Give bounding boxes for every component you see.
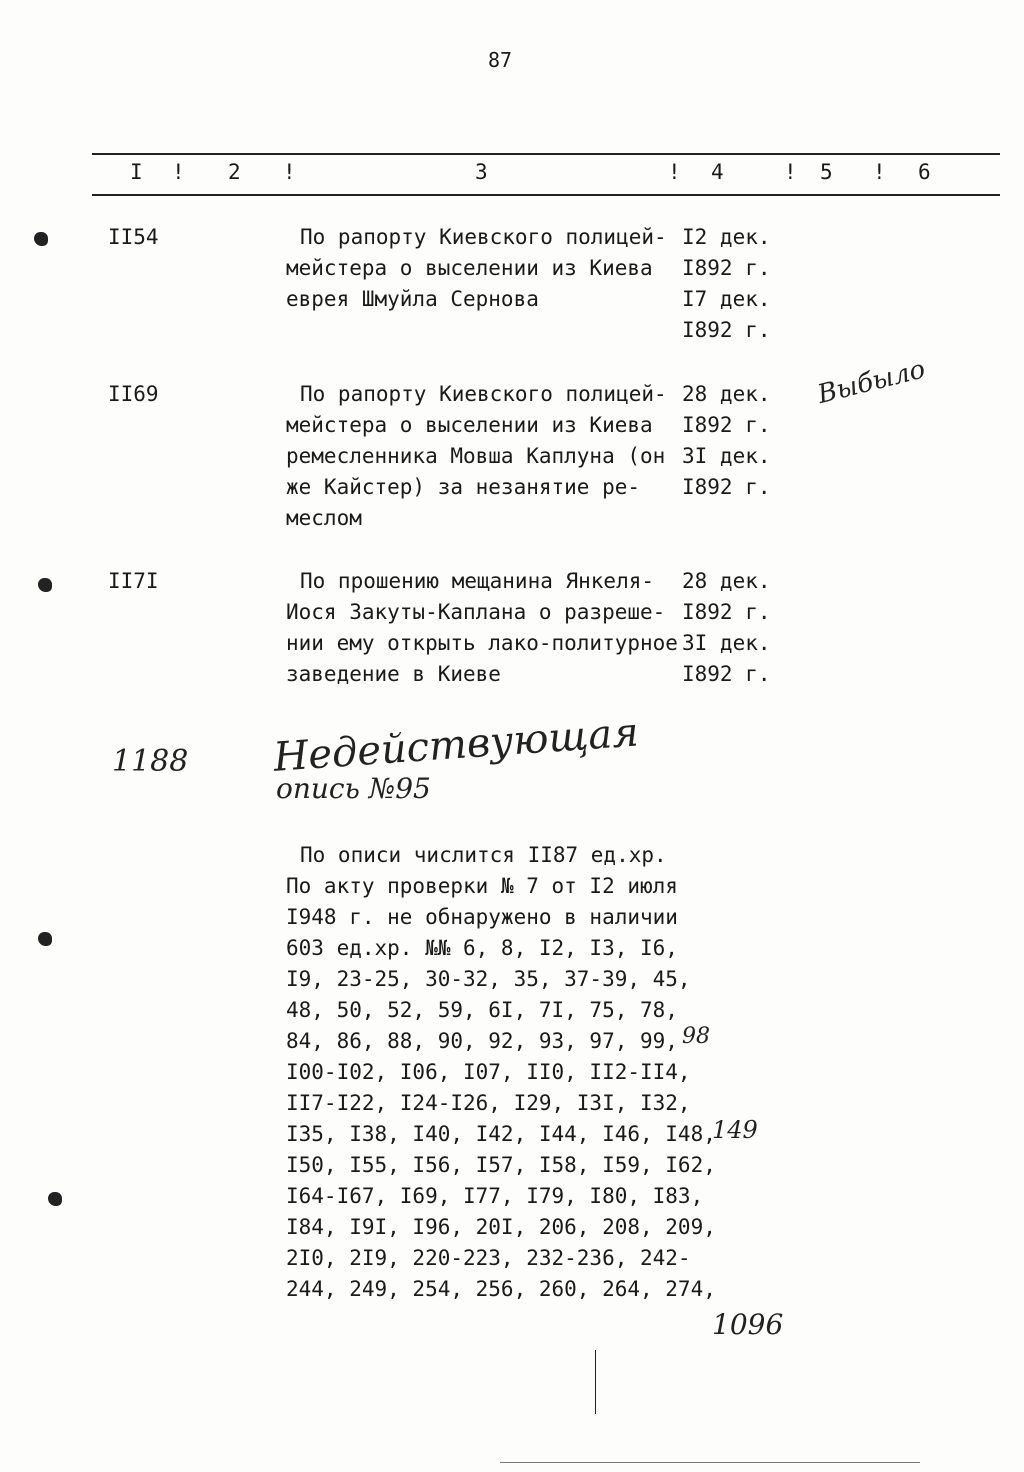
- margin-line: [595, 1350, 596, 1414]
- header-col-3: 3: [475, 160, 488, 184]
- description-line: ремесленника Мовша Каплуна (он: [286, 444, 666, 468]
- description-line: мейстера о выселении из Киева: [286, 256, 653, 280]
- description-line: же Кайстер) за незанятие ре-: [286, 475, 641, 499]
- summary-line: 244, 249, 254, 256, 260, 264, 274,: [286, 1277, 716, 1301]
- date-line: 3I дек.: [682, 631, 771, 655]
- description-line: По рапорту Киевского полицей-: [300, 382, 667, 406]
- date-line: I892 г.: [682, 600, 771, 624]
- date-line: I7 дек.: [682, 287, 771, 311]
- summary-line: По описи числится II87 ед.хр.: [300, 843, 667, 867]
- bottom-edge-line: [500, 1462, 920, 1463]
- summary-line: I35, I38, I40, I42, I44, I46, I48,: [286, 1122, 716, 1146]
- handwritten-total: 1096: [712, 1308, 784, 1341]
- summary-line: 603 ед.хр. №№ 6, 8, I2, I3, I6,: [286, 936, 678, 960]
- handwritten-number: 1188: [112, 744, 189, 779]
- date-line: I892 г.: [682, 475, 771, 499]
- record-id: II7I: [108, 569, 159, 593]
- header-col-2: 2: [228, 160, 241, 184]
- date-line: I892 г.: [682, 413, 771, 437]
- description-line: По рапорту Киевского полицей-: [300, 225, 667, 249]
- date-line: I892 г.: [682, 662, 771, 686]
- summary-line: I00-I02, I06, I07, II0, II2-II4,: [286, 1060, 691, 1084]
- summary-line: 48, 50, 52, 59, 6I, 7I, 75, 78,: [286, 998, 678, 1022]
- handwritten-title: Недействующая: [272, 709, 641, 781]
- summary-line: I50, I55, I56, I57, I58, I59, I62,: [286, 1153, 716, 1177]
- header-col-4: 4: [711, 160, 724, 184]
- summary-line: II7-I22, I24-I26, I29, I3I, I32,: [286, 1091, 691, 1115]
- header-separator: !: [873, 160, 886, 184]
- header-separator: !: [283, 160, 296, 184]
- description-line: еврея Шмуйла Сернова: [286, 287, 539, 311]
- table-header-rule-top: [92, 153, 1000, 155]
- handwritten-extra-149: 149: [712, 1116, 758, 1144]
- punch-hole-mark: [48, 1192, 62, 1206]
- header-col-6: 6: [918, 160, 931, 184]
- punch-hole-mark: [34, 232, 48, 246]
- date-line: I892 г.: [682, 318, 771, 342]
- summary-line: 2I0, 2I9, 220-223, 232-236, 242-: [286, 1246, 691, 1270]
- summary-line: I64-I67, I69, I77, I79, I80, I83,: [286, 1184, 704, 1208]
- summary-line: I9, 23-25, 30-32, 35, 37-39, 45,: [286, 967, 691, 991]
- header-separator: !: [784, 160, 797, 184]
- date-line: I2 дек.: [682, 225, 771, 249]
- date-line: 28 дек.: [682, 382, 771, 406]
- date-line: I892 г.: [682, 256, 771, 280]
- punch-hole-mark: [38, 932, 52, 946]
- punch-hole-mark: [38, 578, 52, 592]
- description-line: По прошению мещанина Янкеля-: [300, 569, 655, 593]
- summary-line: I84, I9I, I96, 20I, 206, 208, 209,: [286, 1215, 716, 1239]
- description-line: Иося Закуты-Каплана о разреше-: [286, 600, 666, 624]
- description-line: нии ему открыть лако-политурное: [286, 631, 678, 655]
- header-col-5: 5: [820, 160, 833, 184]
- handwritten-note-vybylo: Выбыло: [814, 354, 929, 410]
- table-header-rule-bottom: [92, 194, 1000, 196]
- record-id: II54: [108, 225, 159, 249]
- handwritten-subtitle: опись №95: [276, 772, 431, 805]
- summary-line: 84, 86, 88, 90, 92, 93, 97, 99,: [286, 1029, 678, 1053]
- description-line: меслом: [286, 506, 362, 530]
- handwritten-extra-98: 98: [682, 1024, 710, 1049]
- header-separator: !: [172, 160, 185, 184]
- date-line: 3I дек.: [682, 444, 771, 468]
- date-line: 28 дек.: [682, 569, 771, 593]
- header-col-1: I: [130, 160, 143, 184]
- summary-line: По акту проверки № 7 от I2 июля: [286, 874, 678, 898]
- description-line: заведение в Киеве: [286, 662, 501, 686]
- description-line: мейстера о выселении из Киева: [286, 413, 653, 437]
- header-separator: !: [668, 160, 681, 184]
- record-id: II69: [108, 382, 159, 406]
- summary-line: I948 г. не обнаружено в наличии: [286, 905, 678, 929]
- page-number: 87: [488, 48, 513, 72]
